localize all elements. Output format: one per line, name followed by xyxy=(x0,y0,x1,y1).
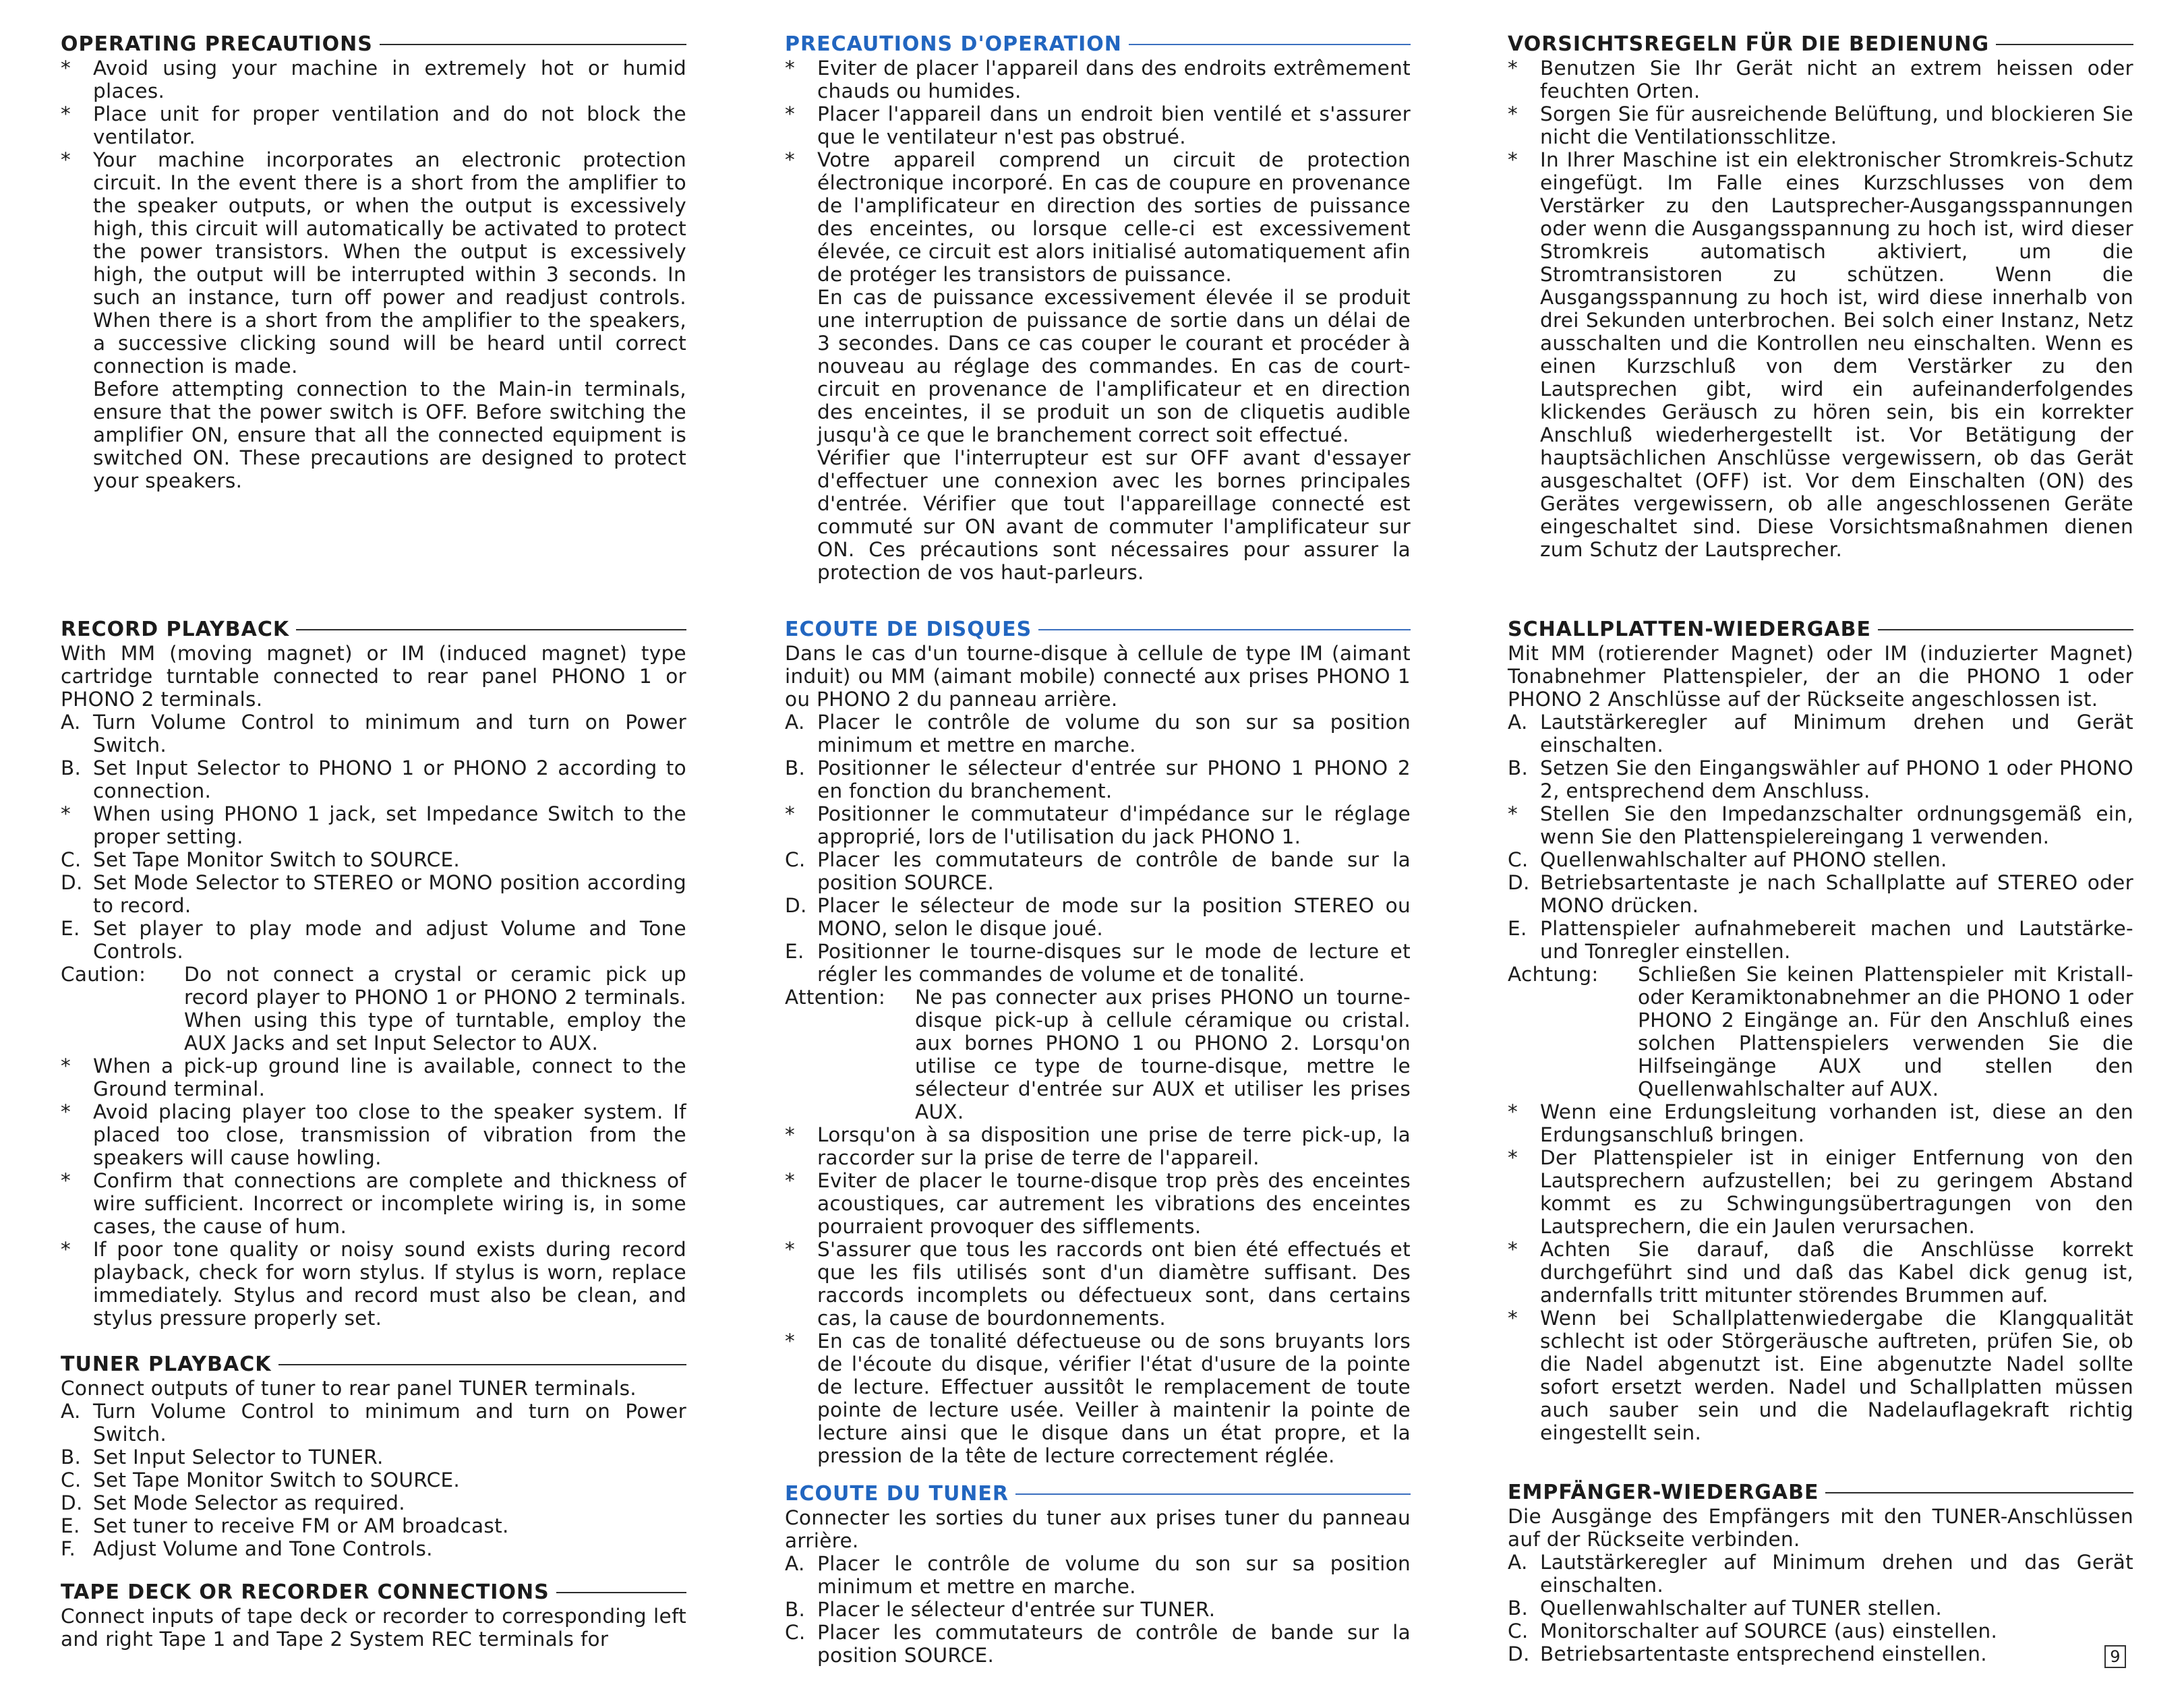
list-item: * Confirm that connections are complete and thickness of wire sufficient. Incorrect or incomplete wiring is, in some cases, the cause of hum. xyxy=(61,1169,686,1238)
step-item: * Positionner le commutateur d'impédance sur le réglage approprié, lors de l'utilisation du jack PHONO 1. xyxy=(785,802,1411,848)
step-item: A. Placer le contrôle de volume du son sur sa position minimum et mettre en marche. xyxy=(785,1552,1411,1598)
list-item: * S'assurer que tous les raccords ont bien été effectués et que les fils utilisés sont d'un diamètre suffisant. Des raccords incomplets ou défectueux sont, dans certains cas, la cause de bourdonnements. xyxy=(785,1238,1411,1330)
list-item: * Your machine incorporates an electronic protection circuit. In the event there is a short from the amplifier to the speaker outputs, or when the output is excessively high, this circuit will automatically be activated to protect the power transistors. When the output is excessively high, the output will be interrupted within 3 seconds. In such an instance, turn off power and readjust controls. When there is a short from the amplifier to the speakers, a successive clicking sound will be heard until correct connection is made. xyxy=(61,148,686,378)
step-item: E. Plattenspieler aufnahmebereit machen und Lautstärke-und Tonregler einstellen. xyxy=(1508,917,2133,963)
column-french xyxy=(785,32,1411,1667)
column-english xyxy=(61,32,686,1664)
list-item: * Wenn eine Erdungsleitung vorhanden ist, diese an den Erdungsanschluß bringen. xyxy=(1508,1100,2133,1146)
step-item: D. Placer le sélecteur de mode sur la position STEREO ou MONO, selon le disque joué. xyxy=(785,894,1411,940)
step-item: C. Placer les commutateurs de contrôle de bande sur la position SOURCE. xyxy=(785,848,1411,894)
page-number: 9 xyxy=(2104,1645,2126,1668)
list-item: * When a pick-up ground line is available, connect to the Ground terminal. xyxy=(61,1055,686,1100)
bullet-marker: * xyxy=(1508,1146,1518,1169)
bullet-marker: * xyxy=(61,57,71,80)
paragraph: En cas de puissance excessivement élevée il se produit une interruption de puissance de sortie dans un délai de 3 secondes. Dans ce cas couper le courant et procéder à nouveau au réglage des commandes. En cas de court-circuit en provenance de l'amplificateur et en direction des enceintes, il se produit un son de cliquetis audible jusqu'à ce que le branchement correct soit effectué. xyxy=(817,286,1411,446)
bullet-marker: * xyxy=(1508,57,1518,80)
bullet-marker: * xyxy=(785,1238,796,1261)
bullet-marker: * xyxy=(785,1169,796,1192)
bullet-marker: * xyxy=(785,102,796,125)
paragraph: Dans le cas d'un tourne-disque à cellule de type IM (aimant induit) ou MM (aimant mobile) connecté aux prises PHONO 1 ou PHONO 2 du panneau arrière. xyxy=(785,642,1411,711)
step-item: C. Set Tape Monitor Switch to SOURCE. xyxy=(61,1469,461,1491)
caution-note: Caution: Do not connect a crystal or ceramic pick up record player to PHONO 1 or PHONO 2 terminals. When using this type of turntable, employ the AUX Jacks and set Input Selector to AUX. xyxy=(61,963,686,1055)
step-item: B. Set Input Selector to TUNER. xyxy=(61,1446,384,1469)
step-item: C. Quellenwahlschalter auf PHONO stellen. xyxy=(1508,848,1947,871)
list-item: * Votre appareil comprend un circuit de protection électronique incorporé. En cas de coupure en provenance de l'amplificateur en direction des sorties de puissance des enceintes, ou lorsque celle-ci est excessivement élevée, ce circuit est alors initialisé automatiquement afin de protéger les transistors de puissance. xyxy=(785,148,1411,286)
section-heading: SCHALLPLATTEN-WIEDERGABE xyxy=(1508,618,2133,642)
bullet-marker: * xyxy=(785,1123,796,1146)
list-item: * Eviter de placer l'appareil dans des endroits extrêmement chauds ou humides. xyxy=(785,57,1411,102)
paragraph: Connecter les sorties du tuner aux prises tuner du panneau arrière. xyxy=(785,1506,1411,1552)
step-item: D. Betriebsartentaste entsprechend einstellen. xyxy=(1508,1642,1987,1665)
paragraph: Die Ausgänge des Empfängers mit den TUNER-Anschlüssen auf der Rückseite verbinden. xyxy=(1508,1505,2133,1551)
step-item: C. Placer les commutateurs de contrôle de bande sur la position SOURCE. xyxy=(785,1621,1411,1667)
list-item: * Avoid using your machine in extremely hot or humid places. xyxy=(61,57,686,102)
bullet-marker: * xyxy=(1508,102,1518,125)
column-german xyxy=(1508,32,2133,1664)
bullet-marker: * xyxy=(785,148,796,171)
paragraph: Connect outputs of tuner to rear panel TUNER terminals. xyxy=(61,1377,637,1400)
paragraph: With MM (moving magnet) or IM (induced magnet) type cartridge turntable connected to rear panel PHONO 1 or PHONO 2 terminals. xyxy=(61,642,686,711)
section-heading: OPERATING PRECAUTIONS xyxy=(61,32,686,57)
caution-note: Attention: Ne pas connecter aux prises PHONO un tourne-disque pick-up à cellule céramique ou cristal. aux bornes PHONO 1 ou PHONO 2. Lorsqu'on utilise ce type de tourne-disque, mettre le sélecteur d'entrée sur AUX et utiliser les prises AUX. xyxy=(785,986,1411,1123)
section-operating-precautions-fr xyxy=(785,32,1411,584)
bullet-marker: * xyxy=(61,1238,71,1261)
section-heading: RECORD PLAYBACK xyxy=(61,618,686,642)
step-item: B. Set Input Selector to PHONO 1 or PHONO 2 according to connection. xyxy=(61,757,686,802)
bullet-marker: * xyxy=(1508,1307,1518,1330)
list-item: * Avoid placing player too close to the speaker system. If placed too close, transmission of vibration from the speakers will cause howling. xyxy=(61,1100,686,1169)
section-heading: ECOUTE DU TUNER xyxy=(785,1482,1411,1506)
bullet-marker: * xyxy=(1508,1100,1518,1123)
section-operating-precautions-de xyxy=(1508,32,2133,561)
section-operating-precautions-en xyxy=(61,32,686,492)
list-item: * In Ihrer Maschine ist ein elektronischer Stromkreis-Schutz eingefügt. Im Falle eines Kurzschlusses von dem Verstärker zu den Lautsprecher-Ausgangsspannungen oder wenn die Ausgangsspannung zu hoch ist, wird dieser Stromkreis automatisch aktiviert, um die Stromtransistoren zu schützen. Wenn die Ausgangsspannung zu hoch ist, wird diese innerhalb von drei Sekunden unterbrochen. Bei solch einer Instanz, Netz ausschalten und die Kontrollen neu einschalten. Wenn es einen Kurzschluß von dem Verstärker zu den Lautsprechen gibt, wird ein aufeinanderfolgendes klickendes Geräusch zu hören sein, bis ein korrekter Anschluß wiederhergestellt ist. Vor Betätigung der hauptsächlichen Anschlüsse vergewissern, ob das Gerät ausgeschaltet (OFF) ist. Vor dem Einschalten (ON) des Gerätes vergewissern, ob alle angeschlossenen Geräte eingeschaltet sind. Diese Vorsichtsmaßnahmen dienen zum Schutz der Lautsprecher. xyxy=(1508,148,2133,561)
step-item: B. Placer le sélecteur d'entrée sur TUNER. xyxy=(785,1598,1216,1621)
list-item: * Achten Sie darauf, daß die Anschlüsse korrekt durchgeführt sind und daß das Kabel dick genug ist, andernfalls tritt mitunter störendes Brummen auf. xyxy=(1508,1238,2133,1307)
section-record-playback-en xyxy=(61,618,686,1330)
step-item: * Stellen Sie den Impedanzschalter ordnungsgemäß ein, wenn Sie den Plattenspielereingang 1 verwenden. xyxy=(1508,802,2133,848)
list-item: * Eviter de placer le tourne-disque trop près des enceintes acoustiques, car autrement les vibrations des enceintes pourraient provoquer des sifflements. xyxy=(785,1169,1411,1238)
step-item: * When using PHONO 1 jack, set Impedance Switch to the proper setting. xyxy=(61,802,686,848)
section-record-playback-de xyxy=(1508,618,2133,1444)
bullet-marker: * xyxy=(1508,1238,1518,1261)
step-item: C. Set Tape Monitor Switch to SOURCE. xyxy=(61,848,461,871)
section-heading: TAPE DECK OR RECORDER CONNECTIONS xyxy=(61,1580,686,1605)
step-item: A. Lautstärkeregler auf Minimum drehen und das Gerät einschalten. xyxy=(1508,1551,2133,1597)
section-tuner-playback-de xyxy=(1508,1481,2133,1665)
list-item: * Sorgen Sie für ausreichende Belüftung, und blockieren Sie nicht die Ventilationsschlitze. xyxy=(1508,102,2133,148)
bullet-marker: * xyxy=(61,1100,71,1123)
step-item: A. Turn Volume Control to minimum and turn on Power Switch. xyxy=(61,1400,686,1446)
section-heading: TUNER PLAYBACK xyxy=(61,1353,686,1377)
step-item: E. Set player to play mode and adjust Volume and Tone Controls. xyxy=(61,917,686,963)
bullet-marker: * xyxy=(61,1055,71,1077)
step-item: A. Lautstärkeregler auf Minimum drehen und Gerät einschalten. xyxy=(1508,711,2133,757)
list-item: * Place unit for proper ventilation and do not block the ventilator. xyxy=(61,102,686,148)
step-item: A. Placer le contrôle de volume du son sur sa position minimum et mettre en marche. xyxy=(785,711,1411,757)
section-heading: ECOUTE DE DISQUES xyxy=(785,618,1411,642)
section-heading: EMPFÄNGER-WIEDERGABE xyxy=(1508,1481,2133,1505)
section-tuner-playback-fr xyxy=(785,1482,1411,1667)
bullet-marker: * xyxy=(61,148,71,171)
step-item: D. Set Mode Selector as required. xyxy=(61,1491,405,1514)
list-item: * En cas de tonalité défectueuse ou de sons bruyants lors de l'écoute du disque, vérifier l'état d'usure de la pointe de lecture. Effectuer aussitôt le remplacement de toute pointe de lecture usée. Veiller à maintenir la pointe de lecture ainsi que le disque dans un état propre, et la pression de la tête de lecture correctement réglée. xyxy=(785,1330,1411,1467)
step-item: B. Positionner le sélecteur d'entrée sur PHONO 1 PHONO 2 en fonction du branchement. xyxy=(785,757,1411,802)
step-item: A. Turn Volume Control to minimum and turn on Power Switch. xyxy=(61,711,686,757)
caution-note: Achtung: Schließen Sie keinen Plattenspieler mit Kristall-oder Keramiktonabnehmer an die PHONO 1 oder PHONO 2 Eingänge an. Für den Anschluß eines solchen Plattenspielers verwenden Sie die Hilfseingänge AUX und stellen den Quellenwahlschalter auf AUX. xyxy=(1508,963,2133,1100)
list-item: * Placer l'appareil dans un endroit bien ventilé et s'assurer que le ventilateur n'est pas obstrué. xyxy=(785,102,1411,148)
paragraph: Vérifier que l'interrupteur est sur OFF avant d'essayer d'effectuer une connexion avec les bornes principales d'entrée. Vérifier que tout l'appareillage connecté est commuté sur ON avant de commuter l'amplificateur sur ON. Ces précautions sont nécessaires pour assurer la protection de vos haut-parleurs. xyxy=(817,446,1411,584)
step-item: F. Adjust Volume and Tone Controls. xyxy=(61,1537,433,1560)
step-item: D. Set Mode Selector to STEREO or MONO position according to record. xyxy=(61,871,686,917)
paragraph: Before attempting connection to the Main-in terminals, ensure that the power switch is OFF. Before switching the amplifier ON, ensure that all the connected equipment is switched ON. These precautions are designed to protect your speakers. xyxy=(93,378,686,492)
step-item: B. Setzen Sie den Eingangswähler auf PHONO 1 oder PHONO 2, entsprechend dem Anschluss. xyxy=(1508,757,2133,802)
section-record-playback-fr xyxy=(785,618,1411,1467)
step-item: C. Monitorschalter auf SOURCE (aus) einstellen. xyxy=(1508,1620,1998,1642)
section-heading: VORSICHTSREGELN FÜR DIE BEDIENUNG xyxy=(1508,32,2133,57)
section-tuner-playback-en xyxy=(61,1353,686,1560)
bullet-marker: * xyxy=(785,1330,796,1353)
list-item: * Benutzen Sie Ihr Gerät nicht an extrem heissen oder feuchten Orten. xyxy=(1508,57,2133,102)
list-item: * Lorsqu'on à sa disposition une prise de terre pick-up, la raccorder sur la prise de terre de l'appareil. xyxy=(785,1123,1411,1169)
bullet-marker: * xyxy=(61,102,71,125)
paragraph: Connect inputs of tape deck or recorder to corresponding left and right Tape 1 and Tape 2 System REC terminals for xyxy=(61,1605,686,1651)
paragraph: Mit MM (rotierender Magnet) oder IM (induzierter Magnet) Tonabnehmer Plattenspieler, der an die PHONO 1 oder PHONO 2 Anschlüsse auf der Rückseite angeschlossen ist. xyxy=(1508,642,2133,711)
step-item: E. Positionner le tourne-disques sur le mode de lecture et régler les commandes de volume et de tonalité. xyxy=(785,940,1411,986)
step-item: E. Set tuner to receive FM or AM broadcast. xyxy=(61,1514,509,1537)
list-item: * Der Plattenspieler ist in einiger Entfernung von den Lautsprechern aufzustellen; bei zu geringem Abstand kommt es zu Schwingungsübertragungen von den Lautsprechern, die ein Jaulen verursachen. xyxy=(1508,1146,2133,1238)
bullet-marker: * xyxy=(1508,148,1518,171)
list-item: * Wenn bei Schallplattenwiedergabe die Klangqualität schlecht ist oder Störgeräusche auftreten, prüfen Sie, ob die Nadel abgenutzt ist. Eine abgenutzte Nadel sollte sofort ersetzt werden. Nadel und Schallplatten müssen auch sauber sein und die Nadelauflagekraft richtig eingestellt sein. xyxy=(1508,1307,2133,1444)
bullet-marker: * xyxy=(785,57,796,80)
bullet-marker: * xyxy=(61,1169,71,1192)
section-tape-connections-en xyxy=(61,1580,686,1651)
step-item: B. Quellenwahlschalter auf TUNER stellen. xyxy=(1508,1597,1943,1620)
list-item: * If poor tone quality or noisy sound exists during record playback, check for worn stylus. If stylus is worn, replace immediately. Stylus and record must also be clean, and stylus pressure properly set. xyxy=(61,1238,686,1330)
section-heading: PRECAUTIONS D'OPERATION xyxy=(785,32,1411,57)
step-item: D. Betriebsartentaste je nach Schallplatte auf STEREO oder MONO drücken. xyxy=(1508,871,2133,917)
